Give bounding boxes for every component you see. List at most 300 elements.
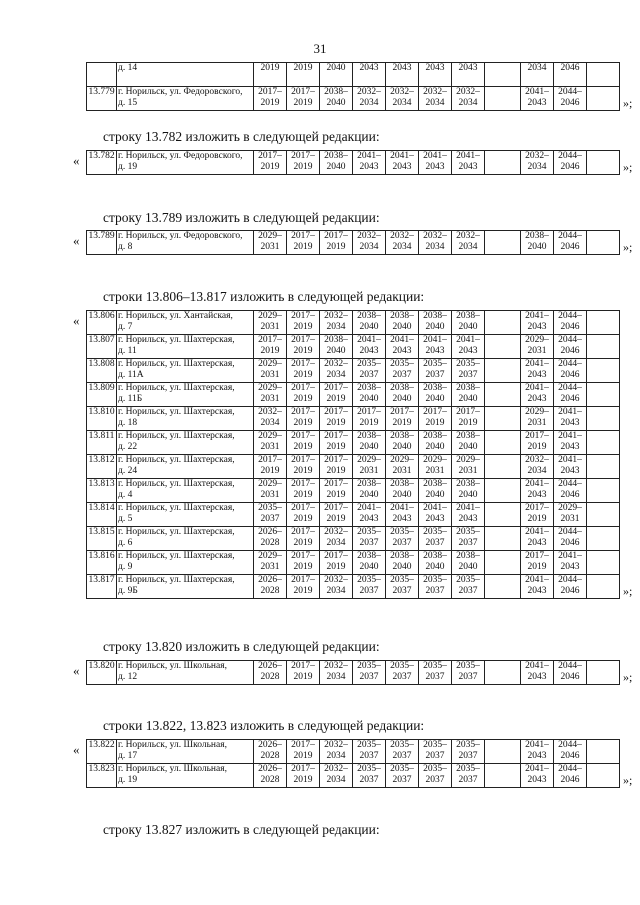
year-end: 2040	[458, 490, 478, 500]
table-row	[87, 383, 620, 407]
address-cell	[117, 407, 254, 431]
year-end: 2040	[458, 322, 478, 332]
section-heading: строки 13.822, 13.823 изложить в следующей редакции:	[103, 718, 425, 733]
year-start: 2032–	[324, 311, 348, 321]
year-range-cell	[386, 231, 419, 255]
year-range-cell	[419, 407, 452, 431]
year-start: 2017–	[291, 87, 315, 97]
address-cell	[117, 335, 254, 359]
table-row	[87, 479, 620, 503]
year-end: 2028	[260, 775, 280, 785]
year-end: 2019	[260, 466, 280, 476]
table-row	[87, 311, 620, 335]
address-cell	[117, 383, 254, 407]
address-cell	[117, 661, 254, 685]
year-end: 2028	[260, 672, 280, 682]
year-end: 2043	[527, 672, 547, 682]
year-end: 2031	[392, 466, 412, 476]
year-range-cell	[554, 151, 587, 175]
year-range-cell	[587, 479, 620, 503]
year-start: 2041–	[357, 503, 381, 513]
year-range-cell	[287, 383, 320, 407]
year-start: 2017–	[291, 383, 315, 393]
open-quote: «	[73, 742, 80, 757]
year-start: 2032–	[324, 661, 348, 671]
year-start: 2038–	[456, 431, 480, 441]
year-range-cell	[287, 407, 320, 431]
row-number: 13.816	[87, 551, 117, 575]
year-end: 2043	[425, 514, 445, 524]
row-number: 13.817	[87, 575, 117, 599]
address-street: г. Норильск, ул. Школьная,	[118, 661, 227, 671]
year-range-cell	[386, 151, 419, 175]
year-range-cell	[587, 575, 620, 599]
revision-table	[86, 230, 620, 255]
address-street: г. Норильск, ул. Шахтерская,	[118, 479, 235, 489]
address-house: д. 15	[118, 98, 138, 108]
year-start: 2041–	[423, 503, 447, 513]
year-range-cell	[254, 503, 287, 527]
year-start: 2017–	[324, 479, 348, 489]
year-start: 2026–	[258, 764, 282, 774]
year-range-cell	[554, 479, 587, 503]
year-start: 2029–	[357, 455, 381, 465]
address-house: д. 17	[118, 751, 138, 761]
year-start: 2026–	[258, 661, 282, 671]
year-start: 2038–	[357, 431, 381, 441]
empty-cell	[485, 661, 521, 685]
address-house: д. 5	[118, 514, 133, 524]
row-number: 13.779	[87, 87, 117, 111]
year-end: 2028	[260, 538, 280, 548]
year-start: 2035–	[390, 575, 414, 585]
year-start: 2035–	[423, 764, 447, 774]
address-street: г. Норильск, ул. Шахтерская,	[118, 527, 235, 537]
year-start: 2041–	[525, 740, 549, 750]
year-start: 2035–	[357, 764, 381, 774]
year-range-cell	[353, 575, 386, 599]
address-street: г. Норильск, ул. Школьная,	[118, 740, 227, 750]
year-start: 2017–	[258, 87, 282, 97]
year-start: 2035–	[423, 661, 447, 671]
year-start: 2017–	[291, 359, 315, 369]
year-range-cell	[521, 87, 554, 111]
table-row	[87, 551, 620, 575]
section-heading: строки 13.806–13.817 изложить в следующей редакции:	[103, 289, 425, 304]
year-range-cell	[452, 479, 485, 503]
year-start: 2038–	[390, 479, 414, 489]
row-number: 13.815	[87, 527, 117, 551]
year-start: 2044–	[558, 527, 582, 537]
year-range-cell	[419, 551, 452, 575]
year-range-cell	[452, 359, 485, 383]
year-range-cell	[386, 87, 419, 111]
year-range-cell	[254, 431, 287, 455]
empty-cell	[485, 455, 521, 479]
year-range-cell	[353, 740, 386, 764]
year-range-cell	[320, 87, 353, 111]
year-range-cell	[587, 527, 620, 551]
empty-cell	[485, 335, 521, 359]
address-street: г. Норильск, ул. Школьная,	[118, 764, 227, 774]
year-end: 2019	[293, 466, 313, 476]
year-start: 2017–	[291, 551, 315, 561]
year-start: 2017–	[357, 407, 381, 417]
empty-cell	[485, 407, 521, 431]
year-range-cell	[419, 764, 452, 788]
year-range-cell	[452, 455, 485, 479]
year-range-cell	[587, 551, 620, 575]
year-end: 2037	[392, 672, 412, 682]
empty-cell	[485, 764, 521, 788]
year-end: 2037	[359, 586, 379, 596]
year-end: 2034	[326, 586, 346, 596]
year-range-cell	[254, 87, 287, 111]
year-range-cell	[587, 740, 620, 764]
year-end: 2019	[293, 490, 313, 500]
year-range-cell	[287, 740, 320, 764]
year-start: 2044–	[558, 87, 582, 97]
year-end: 2037	[425, 538, 445, 548]
address-street: г. Норильск, ул. Шахтерская,	[118, 383, 235, 393]
year-range-cell	[521, 661, 554, 685]
year-end: 2019	[359, 418, 379, 428]
year-end: 2040	[392, 562, 412, 572]
table-row	[87, 575, 620, 599]
year-range-cell	[554, 359, 587, 383]
year-range-cell	[521, 63, 554, 87]
year-range-cell	[587, 383, 620, 407]
empty-cell	[485, 479, 521, 503]
year-end: 2043	[560, 442, 580, 452]
year-end: 2034	[527, 162, 547, 172]
empty-cell	[485, 63, 521, 87]
year-range-cell	[320, 359, 353, 383]
year-start: 2032–	[324, 575, 348, 585]
year-range-cell	[320, 527, 353, 551]
year-start: 2035–	[423, 527, 447, 537]
year-end: 2034	[392, 98, 412, 108]
year-end: 2040	[392, 322, 412, 332]
year-end: 2019	[326, 394, 346, 404]
year-end: 2019	[326, 490, 346, 500]
year-range-cell	[452, 383, 485, 407]
year-range-cell	[419, 335, 452, 359]
empty-cell	[485, 575, 521, 599]
year-end: 2019	[527, 562, 547, 572]
year-end: 2040	[425, 562, 445, 572]
year-end: 2037	[458, 538, 478, 548]
table-row	[87, 503, 620, 527]
year-range-cell	[554, 87, 587, 111]
year-end: 2046	[560, 346, 580, 356]
year-start: 2041–	[456, 503, 480, 513]
year-range-cell	[353, 151, 386, 175]
year-range-cell	[587, 764, 620, 788]
year-start: 2017–	[525, 503, 549, 513]
year-start: 2029–	[423, 455, 447, 465]
year-range-cell	[419, 455, 452, 479]
address-cell	[117, 527, 254, 551]
year-start: 2017–	[291, 527, 315, 537]
address-street: г. Норильск, ул. Федоровского,	[118, 151, 243, 161]
year-start: 2038–	[324, 151, 348, 161]
year-range-cell	[452, 431, 485, 455]
empty-cell	[485, 740, 521, 764]
address-cell	[117, 740, 254, 764]
address-house: д. 12	[118, 672, 138, 682]
year-range-cell	[287, 661, 320, 685]
year-range-cell	[320, 575, 353, 599]
row-number: 13.822	[87, 740, 117, 764]
year-range-cell	[254, 63, 287, 87]
year-range-cell	[554, 764, 587, 788]
year-range-cell	[353, 311, 386, 335]
year-range-cell	[287, 431, 320, 455]
address-house: д. 14	[118, 63, 138, 73]
address-house: д. 11Б	[118, 394, 143, 404]
year-end: 2019	[293, 370, 313, 380]
address-street: г. Норильск, ул. Шахтерская,	[118, 431, 235, 441]
table-row	[87, 764, 620, 788]
row-number: 13.789	[87, 231, 117, 255]
year-end: 2037	[425, 775, 445, 785]
year-end: 2040	[425, 490, 445, 500]
year-end: 2019	[260, 63, 280, 73]
year-start: 2032–	[324, 359, 348, 369]
year-range-cell	[587, 151, 620, 175]
year-start: 2038–	[324, 87, 348, 97]
address-cell	[117, 575, 254, 599]
year-start: 2017–	[291, 311, 315, 321]
year-end: 2037	[425, 370, 445, 380]
address-house: д. 19	[118, 162, 138, 172]
year-end: 2019	[326, 466, 346, 476]
year-range-cell	[287, 231, 320, 255]
year-end: 2019	[293, 586, 313, 596]
year-range-cell	[419, 63, 452, 87]
year-start: 2017–	[291, 231, 315, 241]
year-end: 2046	[560, 98, 580, 108]
year-start: 2017–	[291, 431, 315, 441]
year-end: 2046	[560, 751, 580, 761]
year-range-cell	[254, 575, 287, 599]
year-range-cell	[452, 151, 485, 175]
year-end: 2031	[260, 322, 280, 332]
year-range-cell	[521, 479, 554, 503]
empty-cell	[485, 527, 521, 551]
year-end: 2040	[359, 442, 379, 452]
year-start: 2017–	[291, 455, 315, 465]
close-quote: »;	[623, 96, 633, 110]
year-range-cell	[254, 661, 287, 685]
year-range-cell	[353, 431, 386, 455]
revision-table	[86, 739, 620, 788]
year-range-cell	[353, 764, 386, 788]
year-end: 2034	[359, 98, 379, 108]
year-end: 2040	[458, 442, 478, 452]
year-start: 2029–	[258, 479, 282, 489]
year-end: 2019	[326, 442, 346, 452]
address-street: г. Норильск, ул. Шахтерская,	[118, 551, 235, 561]
year-end: 2034	[458, 242, 478, 252]
year-range-cell	[554, 575, 587, 599]
year-end: 2037	[458, 751, 478, 761]
year-end: 2019	[260, 98, 280, 108]
year-start: 2041–	[525, 764, 549, 774]
year-start: 2044–	[558, 479, 582, 489]
year-range-cell	[386, 527, 419, 551]
year-range-cell	[386, 383, 419, 407]
year-start: 2017–	[291, 764, 315, 774]
year-start: 2029–	[390, 455, 414, 465]
year-start: 2041–	[525, 527, 549, 537]
year-range-cell	[521, 764, 554, 788]
year-end: 2034	[326, 370, 346, 380]
year-end: 2037	[359, 751, 379, 761]
year-end: 2037	[458, 775, 478, 785]
year-end: 2043	[458, 346, 478, 356]
year-range-cell	[254, 764, 287, 788]
year-start: 2041–	[456, 151, 480, 161]
year-range-cell	[452, 503, 485, 527]
year-range-cell	[287, 359, 320, 383]
year-end: 2040	[359, 322, 379, 332]
year-range-cell	[353, 661, 386, 685]
year-range-cell	[419, 431, 452, 455]
year-start: 2017–	[324, 431, 348, 441]
address-cell	[117, 551, 254, 575]
year-start: 2041–	[423, 151, 447, 161]
year-start: 2026–	[258, 740, 282, 750]
year-range-cell	[521, 740, 554, 764]
year-range-cell	[386, 740, 419, 764]
year-range-cell	[320, 503, 353, 527]
year-start: 2029–	[525, 335, 549, 345]
year-range-cell	[554, 740, 587, 764]
year-end: 2019	[293, 322, 313, 332]
year-range-cell	[521, 407, 554, 431]
year-start: 2041–	[525, 87, 549, 97]
year-start: 2017–	[291, 151, 315, 161]
table-row	[87, 231, 620, 255]
year-start: 2017–	[258, 151, 282, 161]
year-start: 2029–	[258, 431, 282, 441]
year-range-cell	[419, 87, 452, 111]
year-start: 2026–	[258, 575, 282, 585]
year-start: 2041–	[558, 431, 582, 441]
year-range-cell	[452, 407, 485, 431]
year-range-cell	[386, 551, 419, 575]
year-start: 2017–	[324, 383, 348, 393]
table-row	[87, 151, 620, 175]
year-start: 2017–	[291, 661, 315, 671]
address-cell	[117, 503, 254, 527]
year-range-cell	[287, 527, 320, 551]
year-end: 2019	[326, 562, 346, 572]
year-end: 2019	[293, 562, 313, 572]
year-range-cell	[521, 359, 554, 383]
year-start: 2038–	[423, 551, 447, 561]
empty-cell	[485, 551, 521, 575]
year-range-cell	[521, 151, 554, 175]
year-range-cell	[521, 575, 554, 599]
year-range-cell	[452, 527, 485, 551]
year-end: 2040	[359, 394, 379, 404]
address-street: г. Норильск, ул. Хантайская,	[118, 311, 233, 321]
year-range-cell	[353, 551, 386, 575]
year-end: 2040	[326, 98, 346, 108]
year-end: 2043	[458, 63, 478, 73]
year-range-cell	[521, 231, 554, 255]
address-house: д. 18	[118, 418, 138, 428]
row-number: 13.813	[87, 479, 117, 503]
year-range-cell	[419, 661, 452, 685]
year-end: 2043	[458, 162, 478, 172]
address-cell	[117, 151, 254, 175]
address-cell	[117, 231, 254, 255]
year-start: 2035–	[390, 740, 414, 750]
year-end: 2019	[293, 514, 313, 524]
year-end: 2043	[392, 514, 412, 524]
row-number: 13.808	[87, 359, 117, 383]
year-range-cell	[587, 87, 620, 111]
year-range-cell	[386, 661, 419, 685]
year-start: 2035–	[423, 575, 447, 585]
year-start: 2035–	[357, 661, 381, 671]
empty-cell	[485, 503, 521, 527]
year-end: 2034	[392, 242, 412, 252]
year-end: 2040	[425, 442, 445, 452]
year-start: 2038–	[390, 311, 414, 321]
year-start: 2041–	[390, 151, 414, 161]
year-end: 2040	[392, 442, 412, 452]
year-end: 2043	[359, 63, 379, 73]
year-start: 2038–	[390, 431, 414, 441]
year-start: 2032–	[390, 231, 414, 241]
year-start: 2029–	[558, 503, 582, 513]
year-range-cell	[419, 575, 452, 599]
year-start: 2038–	[423, 431, 447, 441]
row-number: 13.823	[87, 764, 117, 788]
year-end: 2019	[293, 242, 313, 252]
year-start: 2017–	[291, 407, 315, 417]
year-start: 2038–	[525, 231, 549, 241]
year-range-cell	[386, 575, 419, 599]
year-end: 2037	[392, 538, 412, 548]
year-start: 2035–	[423, 740, 447, 750]
year-start: 2017–	[324, 455, 348, 465]
year-start: 2032–	[456, 87, 480, 97]
year-end: 2031	[260, 394, 280, 404]
year-end: 2019	[293, 442, 313, 452]
year-range-cell	[554, 431, 587, 455]
year-start: 2017–	[456, 407, 480, 417]
year-end: 2037	[458, 586, 478, 596]
year-start: 2032–	[423, 231, 447, 241]
year-range-cell	[287, 455, 320, 479]
year-end: 2043	[527, 322, 547, 332]
year-end: 2043	[392, 346, 412, 356]
year-end: 2019	[293, 418, 313, 428]
year-start: 2035–	[390, 764, 414, 774]
year-start: 2035–	[423, 359, 447, 369]
year-start: 2032–	[390, 87, 414, 97]
empty-cell	[485, 431, 521, 455]
year-end: 2034	[326, 538, 346, 548]
year-start: 2017–	[291, 503, 315, 513]
year-end: 2037	[359, 370, 379, 380]
